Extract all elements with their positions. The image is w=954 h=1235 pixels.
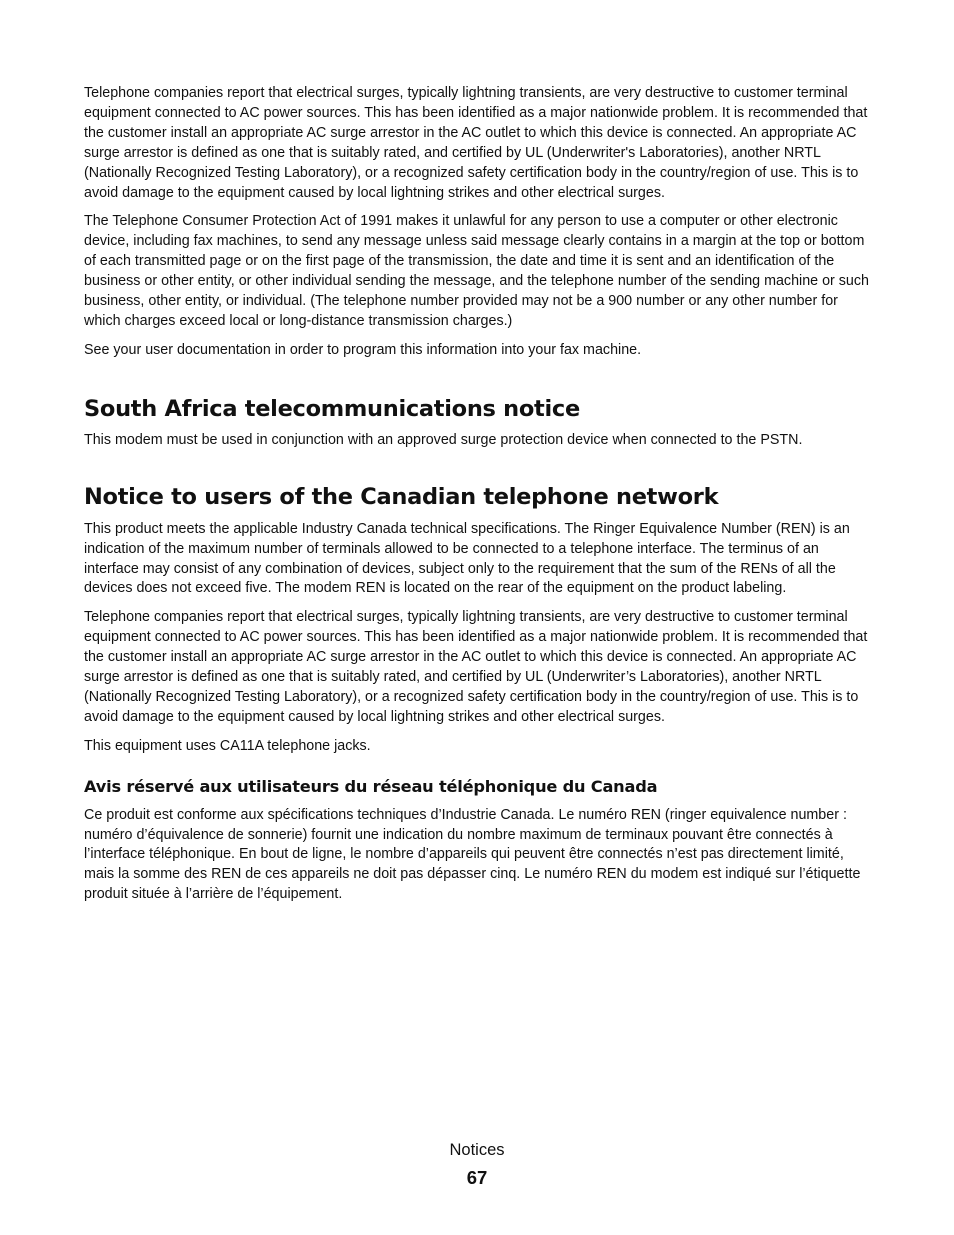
paragraph-tcpa: The Telephone Consumer Protection Act of 1991 makes it unlawful for any person to use a computer or other electronic device, including fax machines, to send any message unless said message clearly contains in a margin at the top or bottom of each transmitted page or on the first page of the transmission, the date and time it is sent and an identification of the business or other entity, or other individual sending the message, and the telephone number of the sending machine or such business, other entity, or individual. (The telephone number provided may not be a 900 number or any other number for which charges exceed local or long-distance transmission charges.) — [84, 213, 869, 329]
paragraph-fax-documentation: See your user documentation in order to program this information into your fax machine. — [84, 341, 642, 358]
heading-canada: Notice to users of the Canadian telephone network — [84, 483, 719, 510]
paragraph-canada-jacks: This equipment uses CA11A telephone jacks. — [84, 737, 371, 754]
document-body — [84, 84, 872, 914]
heading-south-africa: South Africa telecommunications notice — [84, 395, 580, 422]
heading-avis-canada: Avis réservé aux utilisateurs du réseau téléphonique du Canada — [84, 776, 658, 796]
paragraph-avis: Ce produit est conforme aux spécifications techniques d’Industrie Canada. Le numéro REN (ringer equivalence number : numéro d’équivalence de sonnerie) fournit une indication du nombre maximum de terminaux pouvant être connectés à l’interface téléphonique. En bout de ligne, le nombre d’appareils qui peuvent être connectés n’est pas directement limité, mais la somme des REN de ces appareils ne doit pas dépasser cinq. Le numéro REN du modem est indiqué sur l’étiquette produit située à l’arrière de l’équipement. — [84, 806, 861, 903]
paragraph-canada-ren: This product meets the applicable Industry Canada technical specifications. The Ringer Equivalence Number (REN) is an indication of the maximum number of terminals allowed to be connected to a telephone interface. The terminus of an interface may consist of any combination of devices, subject only to the requirement that the sum of the RENs of all the devices does not exceed five. The modem REN is located on the rear of the equipment on the product labeling. — [84, 520, 850, 597]
footer-section-label: Notices — [449, 1141, 505, 1159]
paragraph-surge-warning: Telephone companies report that electrical surges, typically lightning transients, are very destructive to customer terminal equipment connected to AC power sources. This has been identified as a major nationwide problem. It is recommended that the customer install an appropriate AC surge arrestor in the AC outlet to which this device is connected. An appropriate AC surge arrestor is defined as one that is suitably rated, and certified by UL (Underwriter's Laboratories), another NRTL (Nationally Recognized Testing Laboratory), or a recognized safety certification body in the country/region of use. This is to avoid damage to the equipment caused by local lightning strikes and other electrical surges. — [84, 85, 868, 201]
paragraph-canada-surge: Telephone companies report that electrical surges, typically lightning transients, are very destructive to customer terminal equipment connected to AC power sources. This has been identified as a major nationwide problem. It is recommended that the customer install an appropriate AC surge arrestor in the AC outlet to which this device is connected. An appropriate AC surge arrestor is defined as one that is suitably rated, and certified by UL (Underwriter’s Laboratories), another NRTL (Nationally Recognized Testing Laboratory), or a recognized safety certification body in the country/region of use. This is to avoid damage to the equipment caused by local lightning strikes and other electrical surges. — [84, 609, 868, 725]
page-number: 67 — [466, 1167, 488, 1188]
paragraph-south-africa: This modem must be used in conjunction with an approved surge protection device when connected to the PSTN. — [84, 431, 803, 448]
